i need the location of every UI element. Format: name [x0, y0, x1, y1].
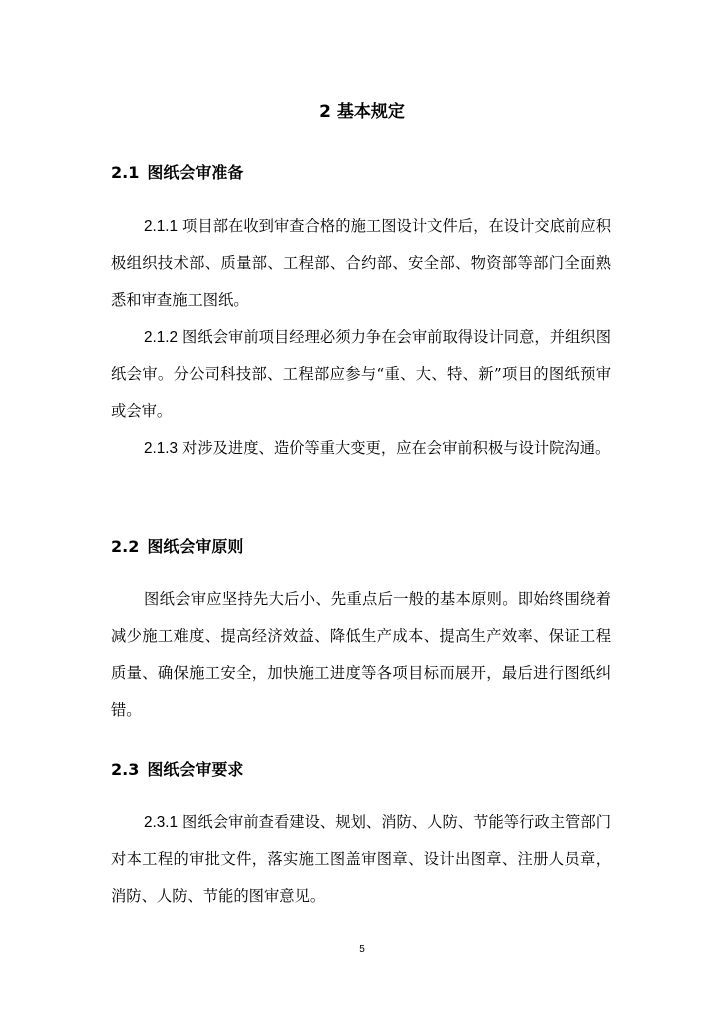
section-heading-2-2	[111, 535, 243, 559]
section-number: 2.1	[111, 163, 140, 182]
clause-number: 2.3.1	[144, 814, 179, 831]
paragraph-text: 图纸会审前项目经理必须力争在会审前取得设计同意，并组织图纸会审。分公司科技部、工程部应参与“重、大、特、新”项目的图纸预审或会审。	[111, 328, 611, 420]
section-heading-2-3	[111, 758, 243, 782]
page-number: 5	[359, 944, 365, 955]
paragraph-2-3-1	[111, 804, 611, 915]
section-number: 2.3	[111, 760, 140, 779]
section-heading-2-1	[111, 161, 243, 185]
chapter-title: 2 基本规定	[319, 102, 405, 122]
paragraph-text: 图纸会审应坚持先大后小、先重点后一般的基本原则。即始终围绕着减少施工难度、提高经济效益、降低生产成本、提高生产效率、保证工程质量、确保施工安全，加快施工进度等各项目标而展开，最后进行图纸纠错。	[111, 590, 611, 719]
clause-number: 2.1.2	[144, 329, 179, 346]
paragraph-text: 图纸会审前查看建设、规划、消防、人防、节能等行政主管部门对本工程的审批文件，落实施工图盖审图章、设计出图章、注册人员章，消防、人防、节能的图审意见。	[111, 813, 611, 905]
section-title: 图纸会审准备	[147, 163, 244, 182]
section-title: 图纸会审原则	[147, 537, 244, 556]
paragraph-2-1-1	[111, 208, 611, 319]
section-number: 2.2	[111, 537, 140, 556]
paragraph-text: 对涉及进度、造价等重大变更，应在会审前积极与设计院沟通。	[182, 439, 611, 457]
paragraph-2-1-3	[111, 430, 611, 467]
section-title: 图纸会审要求	[147, 760, 244, 779]
paragraph-text: 项目部在收到审查合格的施工图设计文件后，在设计交底前应积极组织技术部、质量部、工程部、合约部、安全部、物资部等部门全面熟悉和审查施工图纸。	[111, 217, 611, 309]
paragraph-2-1-2	[111, 319, 611, 430]
clause-number: 2.1.1	[144, 218, 179, 235]
clause-number: 2.1.3	[144, 440, 179, 457]
paragraph-2-2	[111, 581, 611, 729]
